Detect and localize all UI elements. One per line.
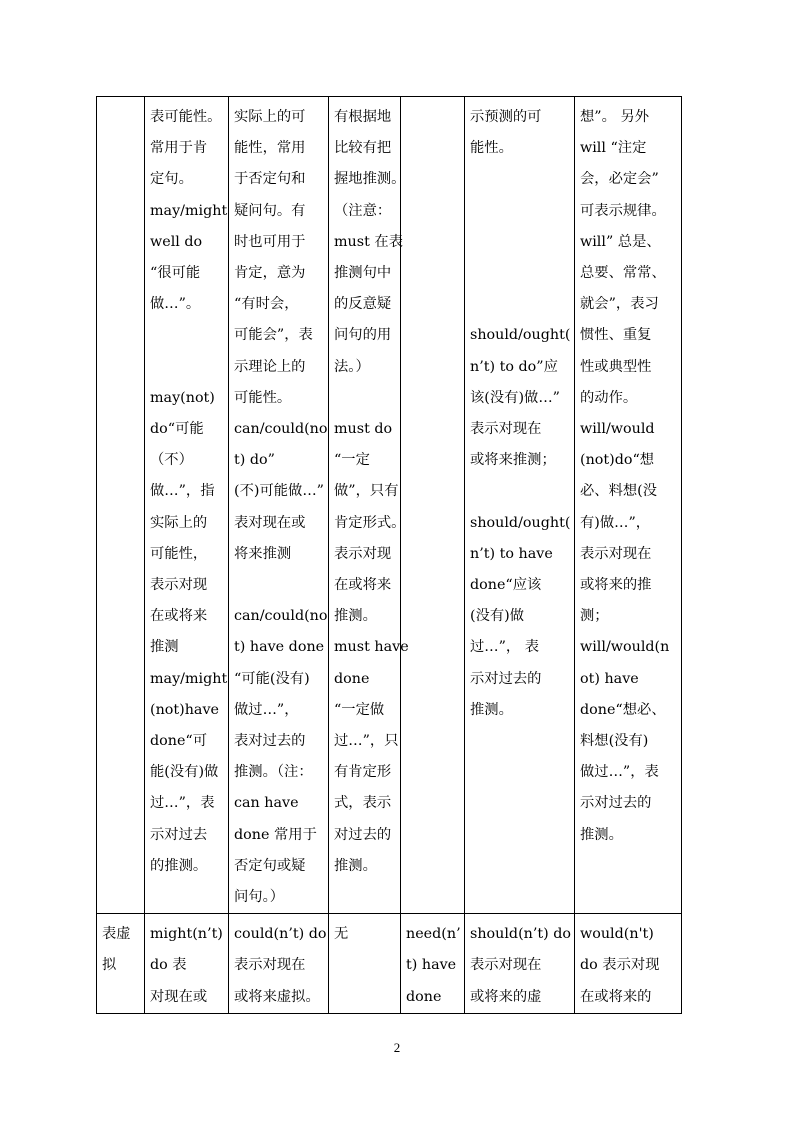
cell-line: 的反意疑 [334,296,392,313]
cell-line: 表示对现在 [234,957,306,974]
cell-line: 做”，只有 [334,483,399,500]
cell-line: 或将来的虚 [470,988,542,1005]
cell-line: 对现在或 [150,988,208,1005]
cell-line: 表虚 [102,926,131,943]
cell-line: do 表 [150,957,187,974]
cell-line: must do [334,421,393,438]
cell-line [234,570,324,601]
cell-line: 做过…”， [234,701,299,718]
cell-line: (not)have [150,701,219,718]
cell-line: must have [334,639,409,656]
cell-line: done“想必、 [580,701,666,718]
cell-line: do 表示对现 [580,957,660,974]
cell-line: （不） [150,452,193,469]
cell-line: 有肯定形 [334,764,392,781]
table-cell [145,97,228,882]
cell-line: do“可能 [150,421,204,437]
cell-line: 总要、常常、 [580,265,666,282]
table-cell [575,914,681,1013]
cell-line: done“应该 [470,576,542,593]
cell-line: 于否定句和 [234,171,306,188]
table-row [97,914,682,1014]
page-number: 2 [393,1040,401,1055]
cell-line: “一定做 [334,701,385,718]
cell-line: 握地推测。 [334,171,406,188]
cell-line: 表示对现 [150,577,208,594]
cell-line: done 常用于 [234,826,317,843]
cell-line: 推测。 [470,701,513,718]
cell-line: 或将来虚拟。 [234,988,320,1005]
cell-line: 示对过去的 [580,795,652,812]
cell-line: will” 总是、 [580,233,661,250]
table-cell [97,97,144,102]
cell-line [150,320,224,351]
table-row [97,97,682,914]
cell-line: will “注定 [580,140,647,157]
cell-line [334,383,396,414]
cell-line: 在或将来 [150,608,208,625]
cell-line: can/could(no [234,421,328,438]
table-cell [465,914,574,1013]
table-cell [401,914,464,1013]
cell-line: 示对过去的 [470,670,542,687]
cell-line: 表示对现在 [470,957,542,974]
cell-line: should/ought( [470,514,571,531]
cell-line: 的推测。 [150,857,208,874]
cell-line: 对过去的 [334,826,392,843]
cell-line: would(n't) [580,926,654,943]
cell-line: 推测。 [334,857,377,874]
cell-line: 推测。 [334,608,377,625]
cell-line: should/ought( [470,327,571,344]
table-cell [145,914,228,1013]
cell-line: should(n’t) do [470,926,572,943]
cell-line: (not)do“想 [580,452,655,469]
cell-line [470,164,570,195]
cell-line: t) have done [234,639,325,656]
cell-line: n’t) to do”应 [470,358,558,375]
cell-line: 该(没有)做…” [470,389,560,406]
cell-line: 表示对现在 [470,420,542,437]
cell-line: 能性。 [470,140,513,157]
cell-line: 必、料想(没 [580,483,658,500]
cell-line: 表可能性。 [150,109,222,125]
cell-line: 肯定形式。 [334,514,406,531]
cell-line: 就会”，表习 [580,296,659,313]
cell-line: 法。） [334,358,370,375]
cell-line: 能性，常用 [234,140,306,157]
cell-line: 或将来的推 [580,577,652,594]
cell-line: 示理论上的 [234,358,306,375]
cell-line: “很可能 [150,265,201,282]
cell-line: 想”。 另外 [580,109,650,125]
cell-line: 推测句中 [334,265,392,282]
cell-line: 无 [334,926,349,943]
cell-line: 做…”，指 [150,483,215,500]
cell-line: 比较有把 [334,140,392,157]
cell-line [470,289,570,320]
cell-line: 或将来推测； [470,452,556,469]
cell-line: 疑问句。有 [234,202,306,219]
cell-line: 在或将来 [334,577,392,594]
cell-line: 可能性。 [234,389,292,406]
cell-line: 示预测的可 [470,109,542,125]
cell-line: may(not) [150,389,215,406]
cell-line: 实际上的可 [234,109,306,125]
cell-line: 常用于肯 [150,140,208,157]
cell-line: “可能(没有) [234,670,310,687]
modal-verbs-table [96,96,682,1014]
cell-line: 性或典型性 [580,358,652,375]
cell-line: 做过…”，表 [580,764,659,781]
cell-line: might(n’t) [150,926,223,943]
cell-line: “有时会， [234,296,299,313]
cell-line: may/might [150,670,228,687]
table-cell [465,97,574,726]
cell-line: 表对过去的 [234,733,306,750]
cell-line: （注意： [334,202,392,219]
table-cell [229,97,328,913]
cell-line: 可能会”，表 [234,327,313,344]
cell-line: done [406,988,442,1005]
cell-line: 会，必定会” [580,171,659,188]
cell-line: 问句的用 [334,327,392,344]
cell-line: 做…”。 [150,296,201,313]
cell-line: “一定 [334,452,370,469]
cell-line: 定句。 [150,171,193,188]
cell-line: can/could(no [234,608,328,625]
cell-line: 料想(没有) [580,733,649,750]
cell-line: t) have [406,957,457,974]
cell-line: 时也可用于 [234,233,306,250]
cell-line: must 在表 [334,233,403,250]
cell-line: 将来推测 [234,545,292,562]
cell-line: may/might [150,202,228,219]
table-cell [329,97,409,882]
cell-line: could(n’t) do [234,926,327,943]
cell-line: 过…”，只 [334,733,399,750]
cell-line: 式，表示 [334,795,392,812]
cell-line [150,352,224,383]
cell-line: 表对现在或 [234,514,306,531]
cell-line: (没有)做 [470,608,525,625]
cell-line [470,227,570,258]
cell-line: need(n’ [406,926,461,943]
cell-line: 测； [580,608,609,625]
cell-line: 可表示规律。 [580,202,666,219]
cell-line: 的动作。 [580,389,638,406]
cell-line: done [334,670,370,687]
cell-line: 推测 [150,639,179,656]
table-cell [329,914,400,950]
cell-line: (不)可能做…” [234,483,324,500]
cell-line: 过…”，表 [150,795,215,812]
cell-line: t) do” [234,452,275,469]
cell-line: will/would(n [580,639,670,656]
cell-line: 拟 [102,957,117,974]
cell-line: 推测。 [580,826,623,843]
cell-line: well do [150,233,203,250]
cell-line: 表示对现在 [580,545,652,562]
table-cell [401,97,464,102]
cell-line: 可能性， [150,545,208,562]
cell-line: 在或将来的 [580,988,652,1005]
table-cell [575,97,681,851]
cell-line: 能(没有)做 [150,764,219,781]
cell-line: 示对过去 [150,826,208,843]
cell-line: ot) have [580,670,639,687]
cell-line: done“可 [150,733,208,750]
cell-line: 肯定，意为 [234,265,306,282]
cell-line: 过…”， 表 [470,639,540,656]
cell-line [470,196,570,227]
cell-line: can have [234,795,299,812]
cell-line: 有根据地 [334,109,392,125]
cell-line [470,258,570,289]
cell-line: 实际上的 [150,514,208,531]
cell-line: 推测。（注： [234,764,313,781]
cell-line: n’t) to have [470,545,553,562]
cell-line: 表示对现 [334,545,392,562]
cell-line: 有)做…”， [580,514,651,531]
cell-line [470,476,570,507]
table-cell [229,914,328,1013]
cell-line: 问句。） [234,889,285,906]
table-cell [97,914,144,981]
cell-line: will/would [580,421,655,438]
cell-line: 否定句或疑 [234,857,306,874]
cell-line: 惯性、重复 [580,327,652,344]
